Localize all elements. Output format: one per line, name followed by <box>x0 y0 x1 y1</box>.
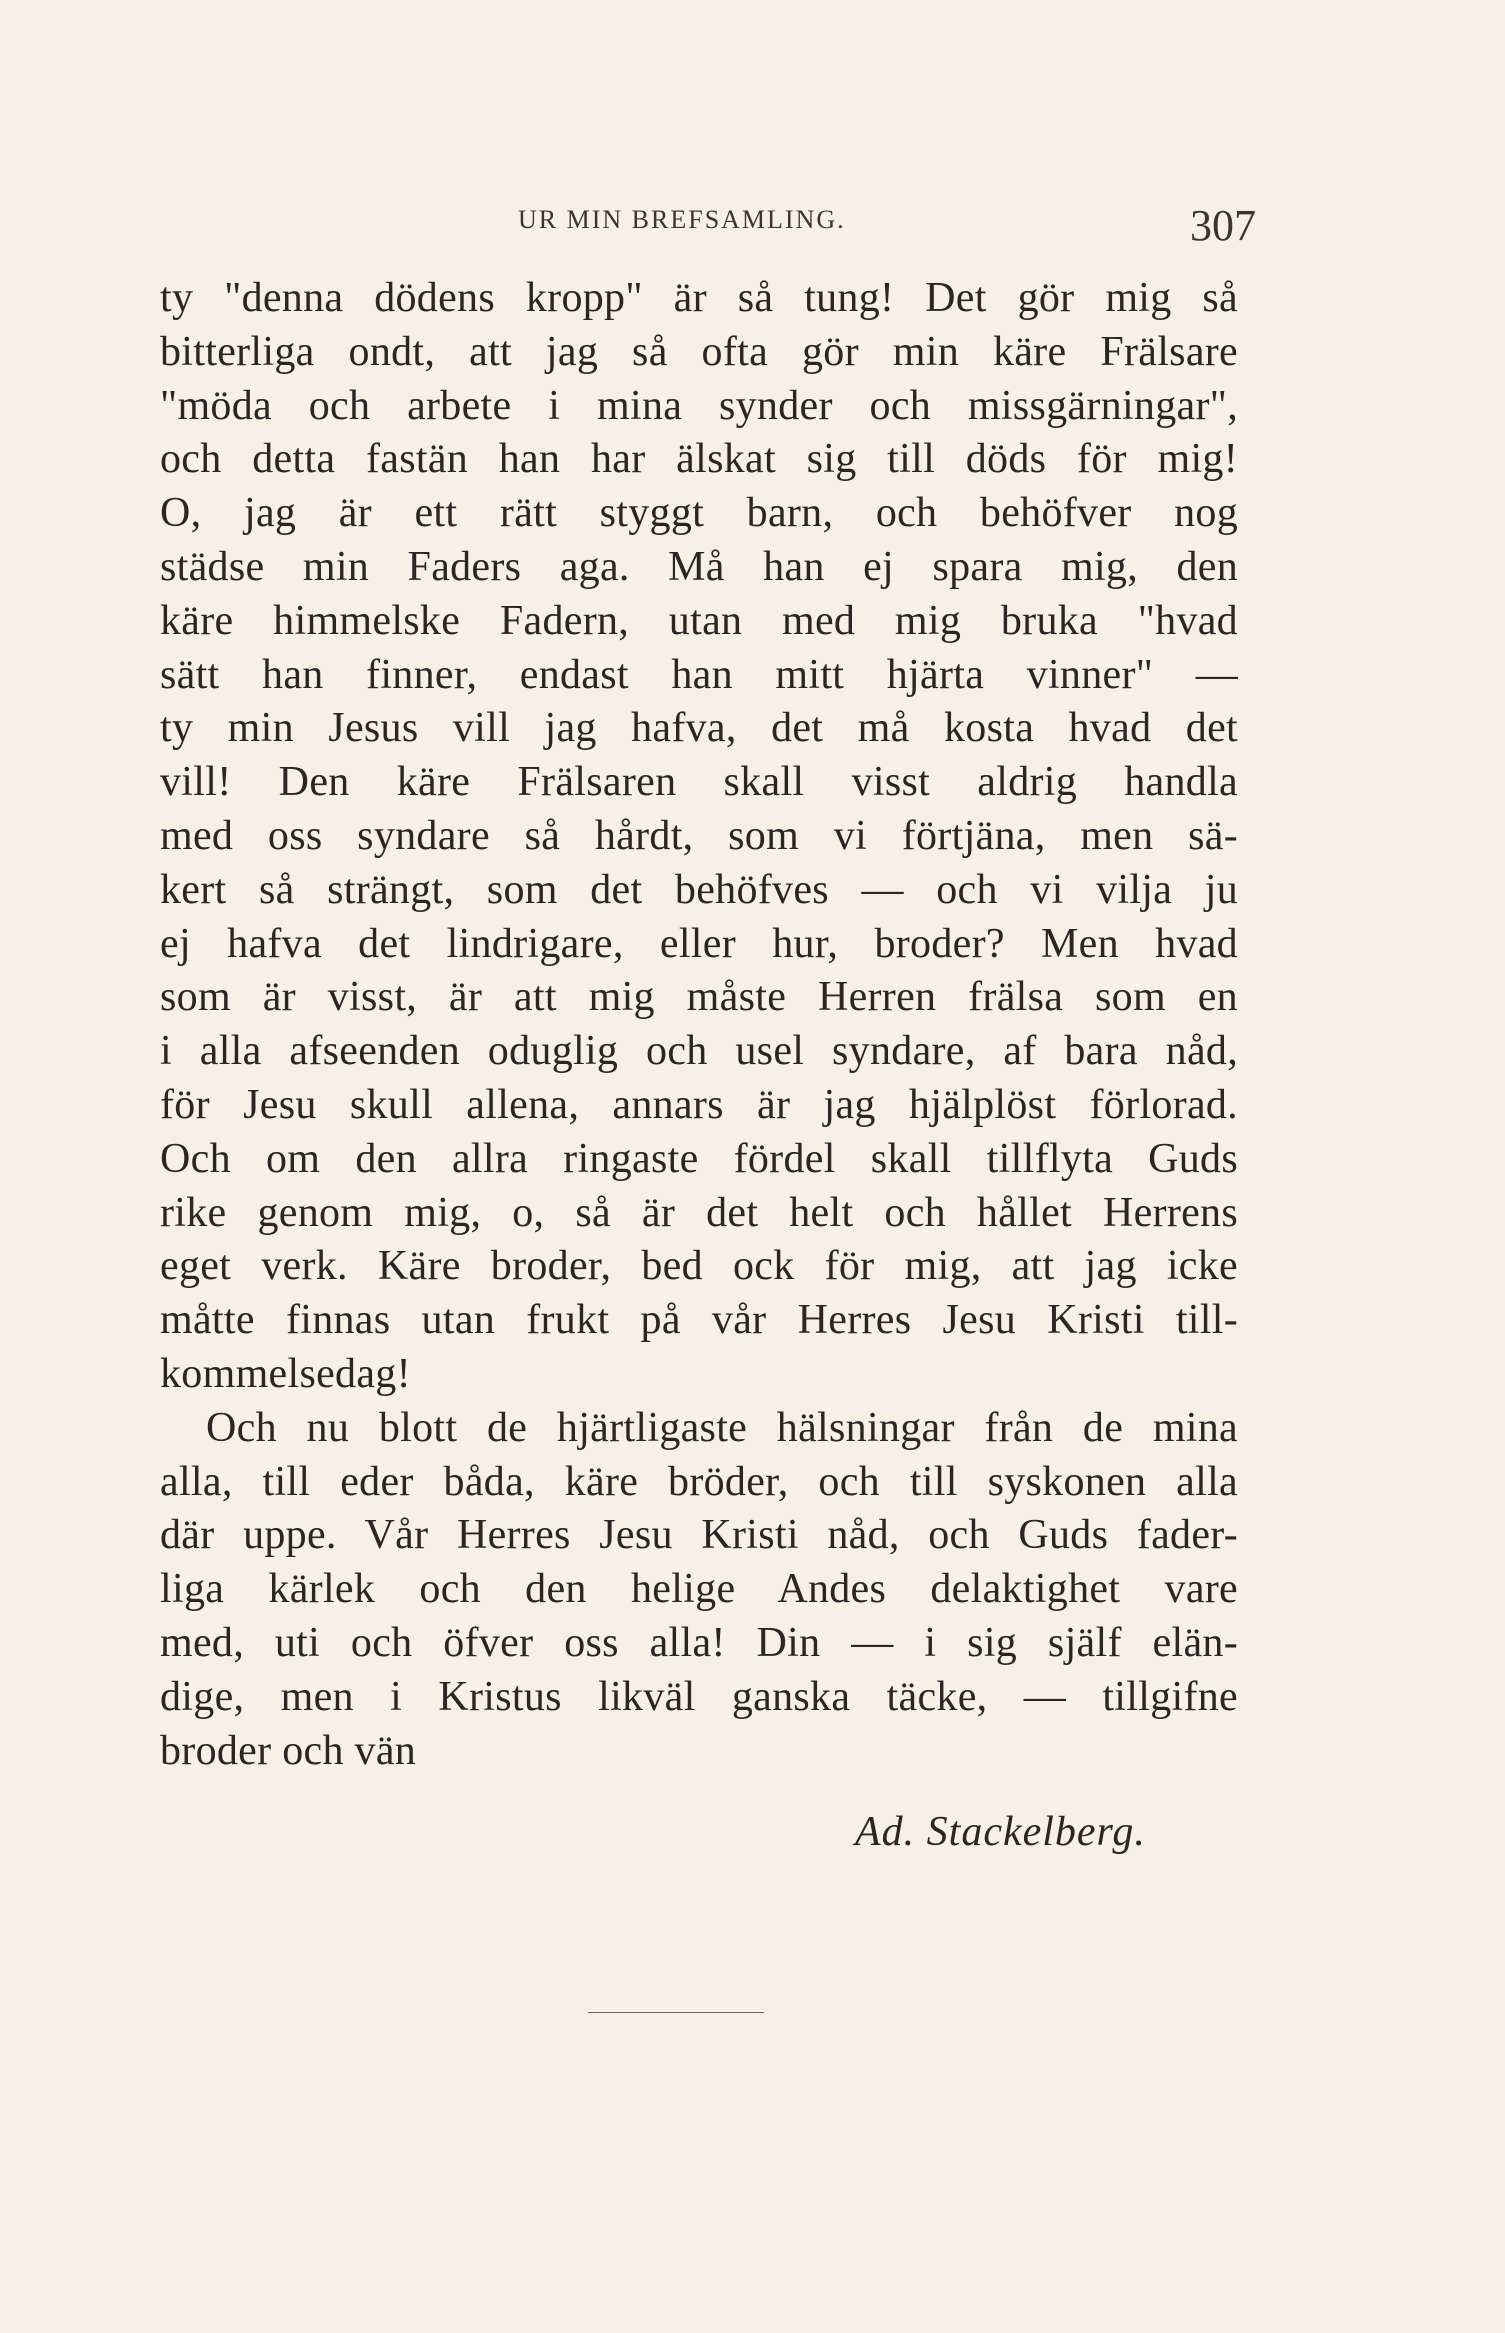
text-line: broder och vän <box>160 1727 417 1774</box>
text-line: för Jesu skull allena, annars är jag hjälplöst förlorad. <box>160 1081 1238 1128</box>
text-line: där uppe. Vår Herres Jesu Kristi nåd, och Guds fader- <box>160 1512 1238 1559</box>
text-line: Och om den allra ringaste fördel skall tillflyta Guds <box>160 1135 1238 1182</box>
text-line: dige, men i Kristus likväl ganska täcke, — tillgifne <box>160 1673 1238 1720</box>
text-line: måtte finnas utan frukt på vår Herres Jesu Kristi till- <box>160 1297 1238 1344</box>
text-line: Och nu blott de hjärtligaste hälsningar från de mina <box>206 1404 1238 1451</box>
text-line: ty min Jesus vill jag hafva, det må kosta hvad det <box>160 705 1238 752</box>
text-line: kommelsedag! <box>160 1350 411 1397</box>
text-line: med oss syndare så hårdt, som vi förtjäna, men sä- <box>160 812 1238 859</box>
text-line: vill! Den käre Frälsaren skall visst aldrig handla <box>160 759 1238 806</box>
text-line: ty "denna dödens kropp" är så tung! Det gör mig så <box>160 275 1238 321</box>
text-line: sätt han finner, endast han mitt hjärta vinner" — <box>160 651 1238 698</box>
section-divider-rule <box>588 2012 764 2013</box>
page-number: 307 <box>1190 201 1256 250</box>
text-line: som är visst, är att mig måste Herren frälsa som en <box>160 974 1238 1021</box>
text-line: med, uti och öfver oss alla! Din — i sig själf elän- <box>160 1619 1238 1666</box>
text-line: O, jag är ett rätt styggt barn, och behöfver nog <box>160 490 1238 537</box>
text-line: och detta fastän han har älskat sig till döds för mig! <box>160 436 1238 483</box>
text-line: i alla afseenden oduglig och usel syndare, af bara nåd, <box>160 1028 1238 1075</box>
text-line: städse min Faders aga. Må han ej spara mig, den <box>160 543 1238 590</box>
text-line: rike genom mig, o, så är det helt och hållet Herrens <box>160 1189 1238 1236</box>
paragraph-1 <box>160 272 1238 1402</box>
running-head: UR MIN BREFSAMLING. <box>518 205 846 234</box>
text-line: ej hafva det lindrigare, eller hur, broder? Men hvad <box>160 920 1238 967</box>
paragraph-2 <box>160 1402 1238 1779</box>
signature: Ad. Stackelberg. <box>855 1809 1146 1855</box>
text-line: bitterliga ondt, att jag så ofta gör min käre Frälsare <box>160 328 1238 375</box>
text-line: "möda och arbete i mina synder och missgärningar", <box>160 382 1238 429</box>
text-line: eget verk. Käre broder, bed ock för mig, att jag icke <box>160 1243 1238 1290</box>
text-line: liga kärlek och den helige Andes delaktighet vare <box>160 1566 1238 1613</box>
text-line: alla, till eder båda, käre bröder, och till syskonen alla <box>160 1458 1238 1505</box>
text-line: kert så strängt, som det behöfves — och vi vilja ju <box>160 866 1238 913</box>
body-text <box>160 272 1238 1778</box>
text-line: käre himmelske Fadern, utan med mig bruka "hvad <box>160 597 1238 644</box>
